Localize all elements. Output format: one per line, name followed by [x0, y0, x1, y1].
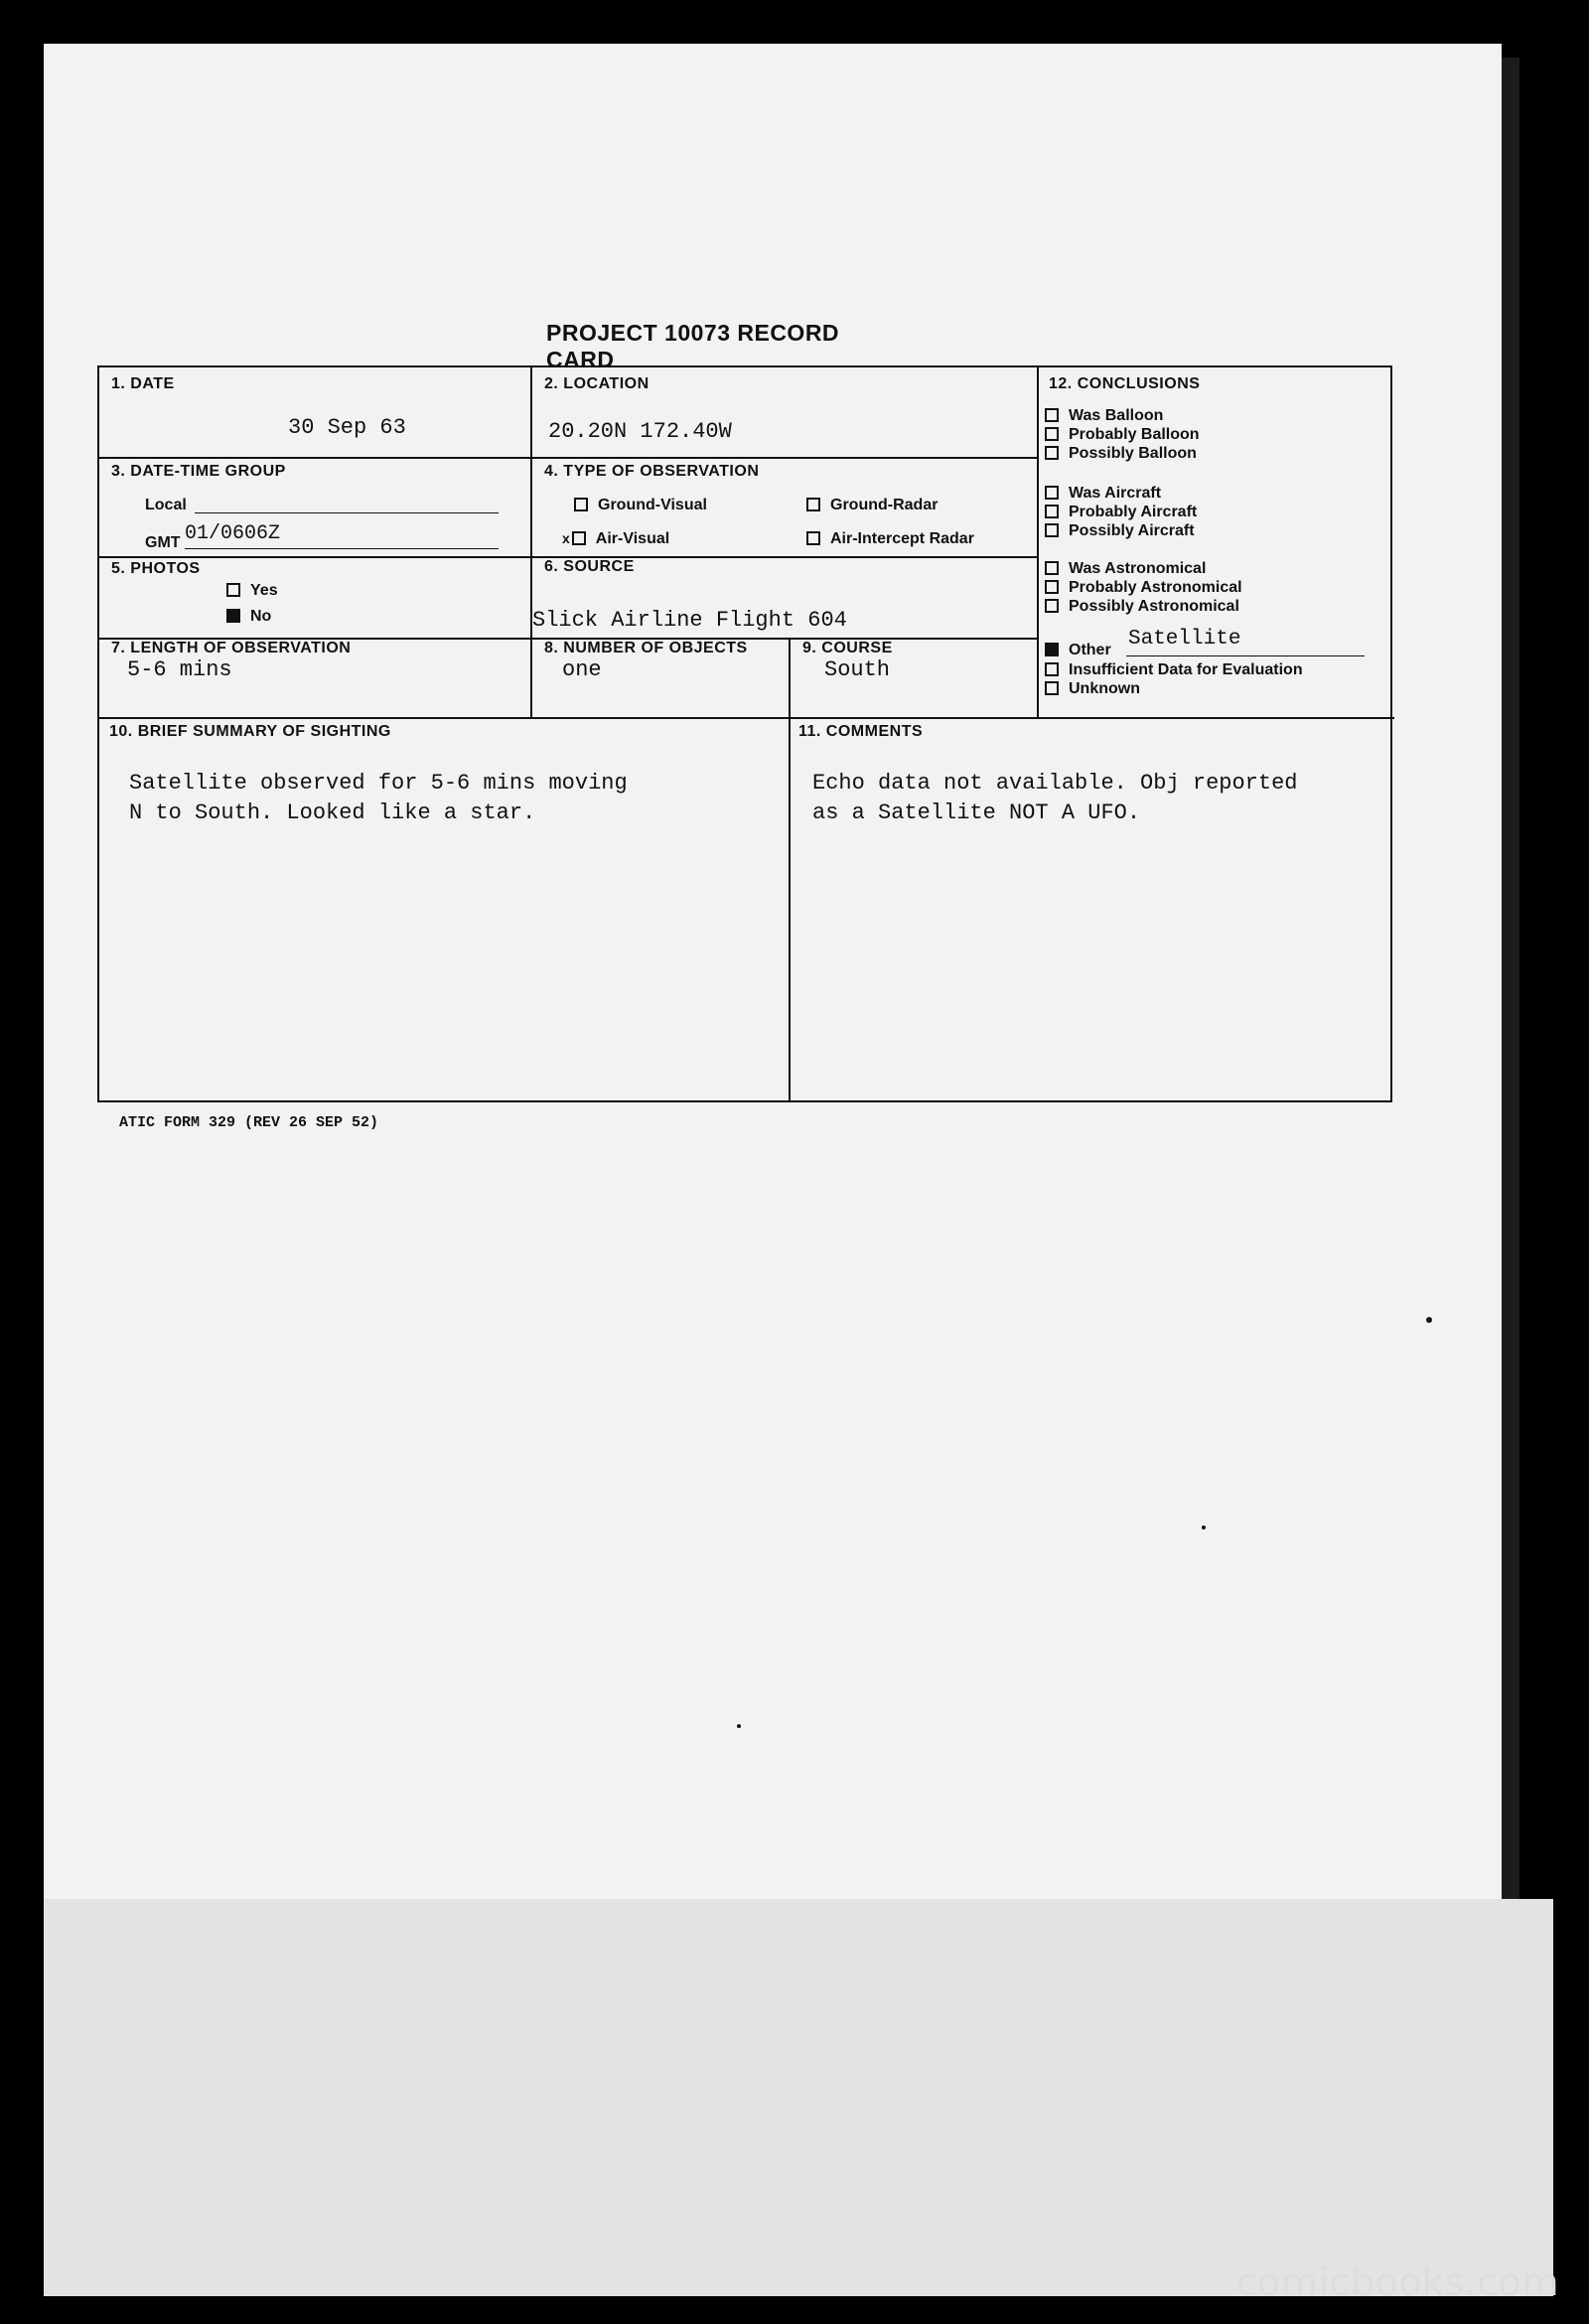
conclusion-possibly-aircraft: Possibly Aircraft: [1045, 522, 1195, 540]
checkbox-icon: [1045, 523, 1059, 537]
checkbox-icon: [1045, 486, 1059, 500]
local-line: [195, 512, 499, 513]
checkbox-icon: [1045, 580, 1059, 594]
photos-no: No: [226, 608, 271, 626]
length-value: 5-6 mins: [127, 657, 232, 682]
source-label: 6. SOURCE: [544, 558, 635, 575]
conclusion-probably-aircraft: Probably Aircraft: [1045, 504, 1197, 521]
photos-label: 5. PHOTOS: [111, 560, 201, 577]
checkbox-icon: [1045, 662, 1059, 676]
course-value: South: [824, 657, 891, 682]
checkbox-icon: [1045, 408, 1059, 422]
local-label: Local: [145, 497, 187, 513]
option-ground-visual: Ground-Visual: [574, 497, 707, 514]
date-label: 1. DATE: [111, 375, 175, 392]
checkbox-icon: [1045, 427, 1059, 441]
conclusions-label: 12. CONCLUSIONS: [1049, 375, 1201, 392]
option-air-intercept-radar: Air-Intercept Radar: [806, 530, 974, 548]
source-value: Slick Airline Flight 604: [532, 608, 847, 633]
checkbox-icon: [574, 498, 588, 511]
comments-line-2: as a Satellite NOT A UFO.: [812, 800, 1141, 825]
speck: [1426, 1317, 1432, 1323]
option-air-visual: x Air-Visual: [562, 530, 670, 547]
other-line: [1126, 655, 1365, 656]
photos-yes: Yes: [226, 582, 278, 600]
record-card: [97, 365, 1392, 1102]
conclusion-insufficient-data: Insufficient Data for Evaluation: [1045, 661, 1303, 679]
speck: [737, 1724, 741, 1728]
course-label: 9. COURSE: [802, 640, 893, 656]
speck: [1202, 1525, 1206, 1529]
card-title: PROJECT 10073 RECORD CARD: [546, 320, 840, 372]
checkbox-icon: [1045, 599, 1059, 613]
comments-label: 11. COMMENTS: [798, 723, 924, 740]
option-ground-radar: Ground-Radar: [806, 497, 938, 514]
conclusion-was-balloon: Was Balloon: [1045, 407, 1163, 425]
date-time-group-label: 3. DATE-TIME GROUP: [111, 463, 286, 480]
conclusion-unknown: Unknown: [1045, 680, 1140, 698]
date-value: 30 Sep 63: [288, 415, 406, 440]
checked-checkbox-icon: [572, 531, 586, 545]
checkbox-icon: [1045, 561, 1059, 575]
conclusion-other: Other: [1045, 642, 1111, 659]
comments-line-1: Echo data not available. Obj reported: [812, 771, 1298, 796]
type-of-observation-label: 4. TYPE OF OBSERVATION: [544, 463, 760, 480]
conclusion-was-aircraft: Was Aircraft: [1045, 485, 1161, 503]
checkbox-icon: [226, 583, 240, 597]
watermark: comicbooks.com: [1235, 2260, 1559, 2304]
number-of-objects-label: 8. NUMBER OF OBJECTS: [544, 640, 748, 656]
checkbox-icon: [806, 498, 820, 511]
gmt-label: GMT: [145, 534, 181, 551]
conclusion-probably-balloon: Probably Balloon: [1045, 426, 1200, 444]
lower-sheet: [44, 1899, 1553, 2296]
length-label: 7. LENGTH OF OBSERVATION: [111, 640, 352, 656]
conclusion-possibly-astronomical: Possibly Astronomical: [1045, 598, 1239, 616]
checked-checkbox-icon: [226, 609, 240, 623]
checkbox-icon: [1045, 681, 1059, 695]
conclusion-was-astronomical: Was Astronomical: [1045, 560, 1206, 578]
number-of-objects-value: one: [562, 657, 602, 682]
summary-line-2: N to South. Looked like a star.: [129, 800, 536, 825]
checked-checkbox-icon: [1045, 643, 1059, 656]
checkbox-icon: [806, 531, 820, 545]
location-value: 20.20N 172.40W: [548, 419, 732, 444]
paper-edge-shadow: [1502, 58, 1519, 1899]
gmt-value: 01/0606Z: [185, 522, 281, 545]
summary-label: 10. BRIEF SUMMARY OF SIGHTING: [109, 723, 391, 740]
checkbox-icon: [1045, 446, 1059, 460]
location-label: 2. LOCATION: [544, 375, 650, 392]
form-number: ATIC FORM 329 (REV 26 SEP 52): [119, 1114, 379, 1131]
conclusion-probably-astronomical: Probably Astronomical: [1045, 579, 1242, 597]
summary-line-1: Satellite observed for 5-6 mins moving: [129, 771, 628, 796]
checkbox-icon: [1045, 505, 1059, 518]
gmt-line: [185, 548, 499, 549]
conclusion-possibly-balloon: Possibly Balloon: [1045, 445, 1197, 463]
conclusion-other-value: Satellite: [1128, 628, 1241, 651]
